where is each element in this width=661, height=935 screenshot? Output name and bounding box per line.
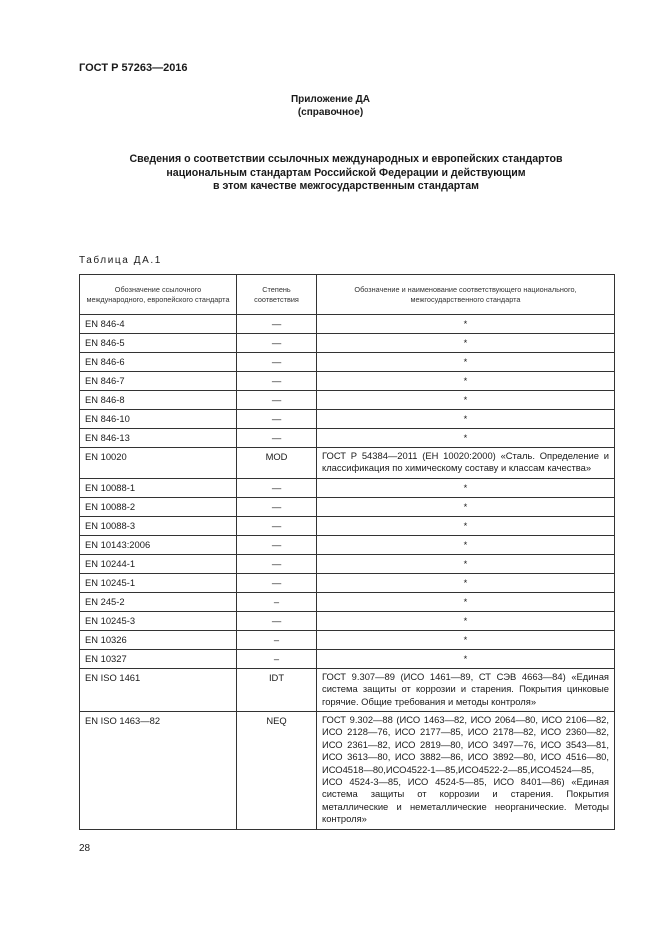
- column-header-national-standard: Обозначение и наименование соответствующего национального, межгосударственного стандарта: [317, 275, 615, 315]
- table-row: [80, 334, 615, 353]
- page-number: 28: [79, 843, 91, 854]
- national-standard-cell: *: [317, 334, 615, 353]
- degree-cell: NEQ: [237, 712, 317, 830]
- reference-standard-cell: EN 846-4: [80, 315, 237, 334]
- reference-standard-cell: EN 846-13: [80, 429, 237, 448]
- national-standard-cell: *: [317, 497, 615, 516]
- table-row: [80, 630, 615, 649]
- reference-standard-cell: EN 10326: [80, 630, 237, 649]
- degree-cell: —: [237, 315, 317, 334]
- national-standard-cell: *: [317, 429, 615, 448]
- reference-standard-cell: EN 846-10: [80, 410, 237, 429]
- reference-standard-cell: EN 10327: [80, 649, 237, 668]
- reference-standard-cell: EN 10245-1: [80, 573, 237, 592]
- national-standard-cell: *: [317, 592, 615, 611]
- reference-standard-cell: EN 10143:2006: [80, 535, 237, 554]
- table-row: [80, 668, 615, 711]
- table-row: [80, 611, 615, 630]
- degree-cell: —: [237, 611, 317, 630]
- column-header-degree: Степень соответствия: [237, 275, 317, 315]
- national-standard-cell: *: [317, 611, 615, 630]
- degree-cell: —: [237, 334, 317, 353]
- degree-cell: —: [237, 497, 317, 516]
- national-standard-cell: ГОСТ 9.307—89 (ИСО 1461—89, СТ СЭВ 4663—84) «Единая система защиты от коррозии и старения. Покрытия цинковые горячие. Общие требования и методы контроля»: [317, 668, 615, 711]
- reference-standard-cell: EN 10244-1: [80, 554, 237, 573]
- reference-standard-cell: EN 846-5: [80, 334, 237, 353]
- reference-standard-cell: EN 10088-3: [80, 516, 237, 535]
- degree-cell: —: [237, 429, 317, 448]
- column-header-reference-standard: Обозначение ссылочного международного, европейского стандарта: [80, 275, 237, 315]
- section-heading: [80, 153, 612, 194]
- table-row: [80, 353, 615, 372]
- appendix-title: [0, 93, 661, 119]
- appendix-subtitle: (справочное): [297, 107, 364, 118]
- table-row: [80, 478, 615, 497]
- table-header-row: [80, 275, 615, 315]
- table-row: [80, 391, 615, 410]
- national-standard-cell: *: [317, 630, 615, 649]
- reference-standard-cell: EN 10088-1: [80, 478, 237, 497]
- degree-cell: —: [237, 391, 317, 410]
- reference-standard-cell: EN 846-6: [80, 353, 237, 372]
- table-row: [80, 315, 615, 334]
- heading-line-3: в этом качестве межгосударственным стандартам: [213, 180, 479, 192]
- degree-cell: IDT: [237, 668, 317, 711]
- degree-cell: —: [237, 372, 317, 391]
- correspondence-table: [79, 274, 615, 830]
- reference-standard-cell: EN 10020: [80, 448, 237, 479]
- table-row: [80, 535, 615, 554]
- table-caption: Таблица ДА.1: [79, 255, 162, 266]
- degree-cell: –: [237, 649, 317, 668]
- national-standard-cell: *: [317, 315, 615, 334]
- appendix-label: Приложение ДА: [290, 94, 371, 105]
- table-row: [80, 372, 615, 391]
- table-row: [80, 712, 615, 830]
- reference-standard-cell: EN ISO 1463—82: [80, 712, 237, 830]
- reference-standard-cell: EN ISO 1461: [80, 668, 237, 711]
- degree-cell: —: [237, 410, 317, 429]
- national-standard-cell: ГОСТ Р 54384—2011 (ЕН 10020:2000) «Сталь. Определение и классификация по химическому составу и классам качества»: [317, 448, 615, 479]
- table-row: [80, 649, 615, 668]
- table-row: [80, 410, 615, 429]
- national-standard-cell: *: [317, 516, 615, 535]
- national-standard-cell: *: [317, 554, 615, 573]
- degree-cell: –: [237, 630, 317, 649]
- table-row: [80, 592, 615, 611]
- national-standard-cell: ГОСТ 9.302—88 (ИСО 1463—82, ИСО 2064—80, ИСО 2106—82, ИСО 2128—76, ИСО 2177—85, ИСО 2178—82, ИСО 2360—82, ИСО 2361—82, ИСО 2819—80, ИСО 3497—76, ИСО 3543—81, ИСО 3613—80, ИСО 3882—86, ИСО 3892—80, ИСО 4516—80, ИСО4518—80,ИСО4522-1—85,ИСО4522-2—85,ИСО4524—85, ИСО 4524-3—85, ИСО 4524-5—85, ИСО 8401—86) «Единая система защиты от коррозии и старения. Покрытия металлические и неметаллические неорганические. Методы контроля»: [317, 712, 615, 830]
- heading-line-1: Сведения о соответствии ссылочных международных и европейских стандартов: [129, 153, 563, 165]
- table-row: [80, 516, 615, 535]
- degree-cell: —: [237, 516, 317, 535]
- national-standard-cell: *: [317, 535, 615, 554]
- reference-standard-cell: EN 10088-2: [80, 497, 237, 516]
- table-row: [80, 429, 615, 448]
- national-standard-cell: *: [317, 391, 615, 410]
- degree-cell: —: [237, 353, 317, 372]
- degree-cell: –: [237, 592, 317, 611]
- degree-cell: —: [237, 554, 317, 573]
- national-standard-cell: *: [317, 353, 615, 372]
- document-id: ГОСТ Р 57263—2016: [79, 62, 188, 74]
- national-standard-cell: *: [317, 573, 615, 592]
- degree-cell: —: [237, 573, 317, 592]
- table-row: [80, 497, 615, 516]
- heading-line-2: национальным стандартам Российской Федерации и действующим: [166, 166, 526, 179]
- reference-standard-cell: EN 846-7: [80, 372, 237, 391]
- degree-cell: MOD: [237, 448, 317, 479]
- national-standard-cell: *: [317, 649, 615, 668]
- reference-standard-cell: EN 245-2: [80, 592, 237, 611]
- degree-cell: —: [237, 478, 317, 497]
- table-row: [80, 573, 615, 592]
- table-row: [80, 554, 615, 573]
- degree-cell: —: [237, 535, 317, 554]
- national-standard-cell: *: [317, 372, 615, 391]
- reference-standard-cell: EN 846-8: [80, 391, 237, 410]
- reference-standard-cell: EN 10245-3: [80, 611, 237, 630]
- table-row: [80, 448, 615, 479]
- national-standard-cell: *: [317, 410, 615, 429]
- national-standard-cell: *: [317, 478, 615, 497]
